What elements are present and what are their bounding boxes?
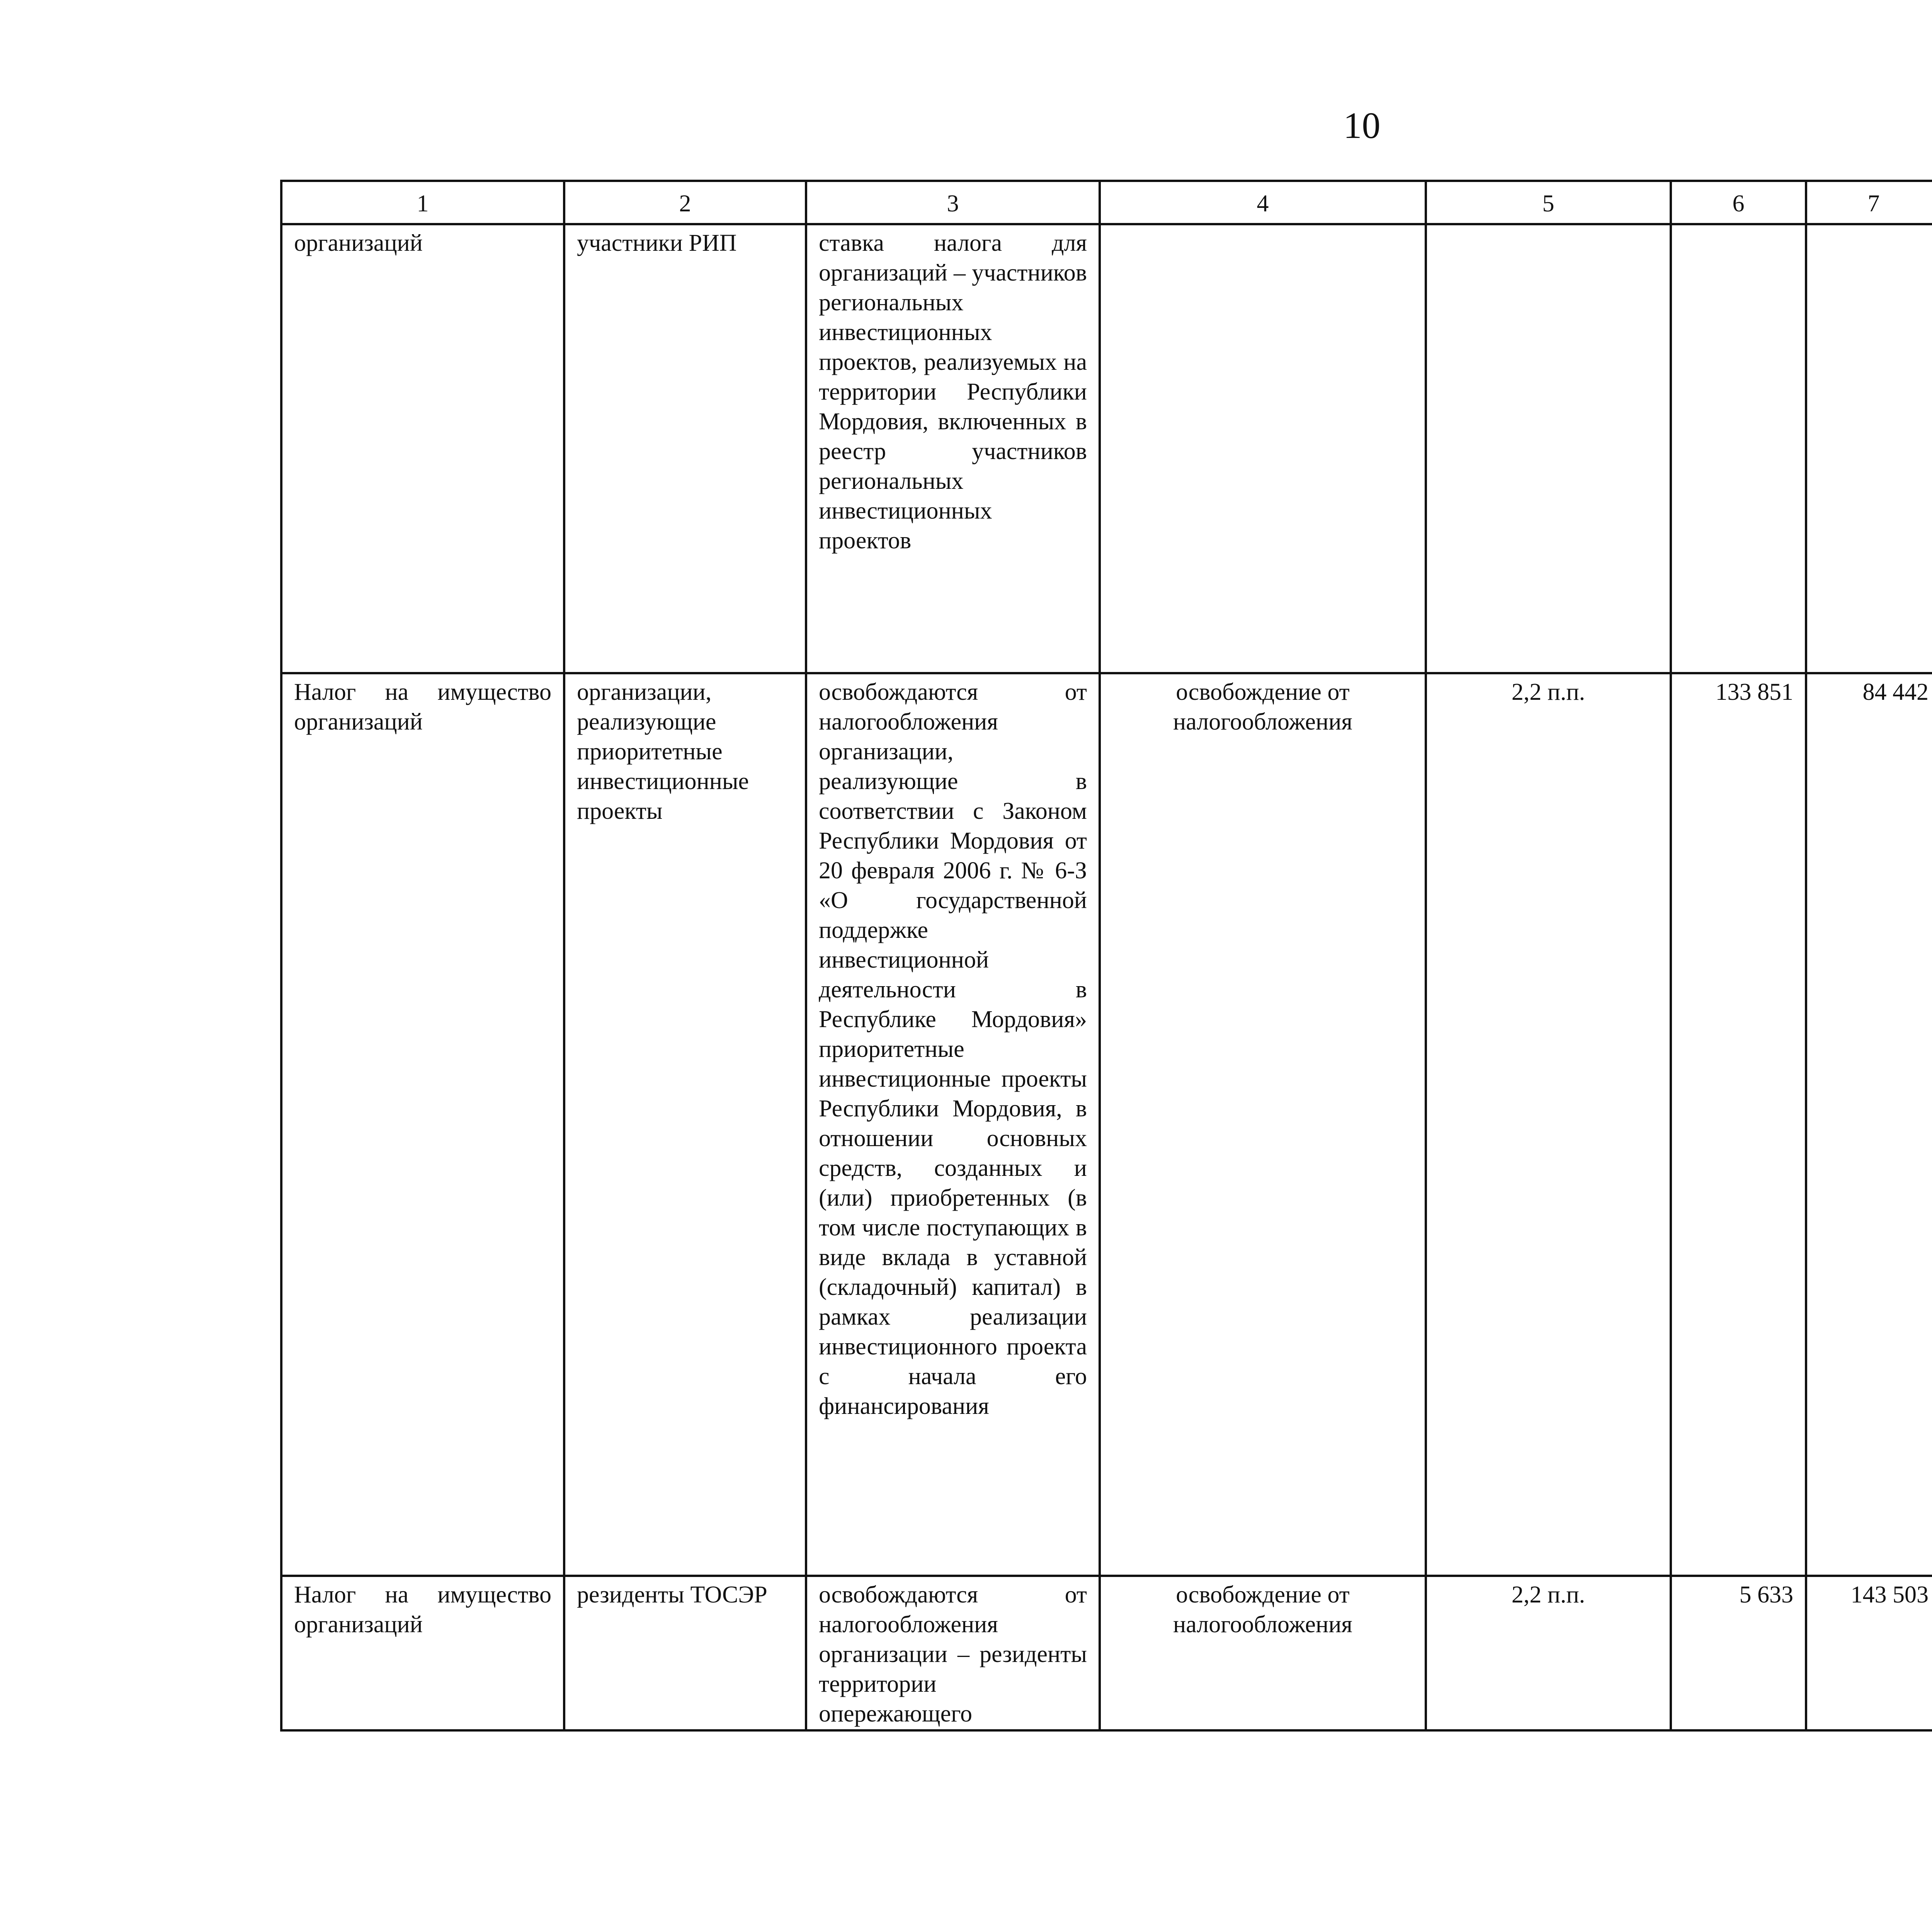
benefit-type-cell: [1100, 224, 1426, 673]
header-row: [281, 181, 1932, 224]
tax-name-cell: организаций: [281, 224, 564, 673]
description-cell: освобождаются от налогообложения организации, реализующие в соответствии с Законом Республики Мордовия от 20 февраля 2006 г. № 6-З «О государственной поддержке инвестиционной деятельности в Республике Мордовия» приоритетные инвестиционные проекты Республики Мордовия, в отношении основных средств, созданных и (или) приобретенных (в том числе поступающих в виде вклада в уставной (складочный) капитал) в рамках реализации инвестиционного проекта с начала его финансирования: [806, 673, 1100, 1576]
value-cell: [1806, 224, 1932, 673]
column-header-6: 6: [1671, 181, 1806, 224]
column-header-7: 7: [1806, 181, 1932, 224]
page-number: 10: [1343, 105, 1381, 146]
benefit-type-cell: освобождение от налогообложения: [1100, 673, 1426, 1576]
tax-expenditure-table: [280, 180, 1932, 1732]
table-row: [281, 1576, 1932, 1730]
description-cell: освобождаются от налогообложения организации – резиденты территории опережающего: [806, 1576, 1100, 1730]
benefit-type-cell: освобождение от налогообложения: [1100, 1576, 1426, 1730]
table-row: [281, 673, 1932, 1576]
value-cell: 5 633: [1671, 1576, 1806, 1730]
value-cell: 84 442: [1806, 673, 1932, 1576]
tax-name-cell: Налог на имущество организаций: [281, 673, 564, 1576]
column-header-5: 5: [1426, 181, 1671, 224]
column-header-3: 3: [806, 181, 1100, 224]
column-header-2: 2: [564, 181, 806, 224]
rate-cell: [1426, 224, 1671, 673]
value-cell: 143 503: [1806, 1576, 1932, 1730]
description-cell: ставка налога для организаций – участников региональных инвестиционных проектов, реализуемых на территории Республики Мордовия, включенных в реестр участников региональных инвестиционных проектов: [806, 224, 1100, 673]
column-header-1: 1: [281, 181, 564, 224]
column-header-4: 4: [1100, 181, 1426, 224]
value-cell: [1671, 224, 1806, 673]
table-row: [281, 224, 1932, 673]
rate-cell: 2,2 п.п.: [1426, 673, 1671, 1576]
beneficiary-cell: участники РИП: [564, 224, 806, 673]
rate-cell: 2,2 п.п.: [1426, 1576, 1671, 1730]
beneficiary-cell: резиденты ТОСЭР: [564, 1576, 806, 1730]
beneficiary-cell: организации, реализующие приоритетные инвестиционные проекты: [564, 673, 806, 1576]
value-cell: 133 851: [1671, 673, 1806, 1576]
tax-name-cell: Налог на имущество организаций: [281, 1576, 564, 1730]
